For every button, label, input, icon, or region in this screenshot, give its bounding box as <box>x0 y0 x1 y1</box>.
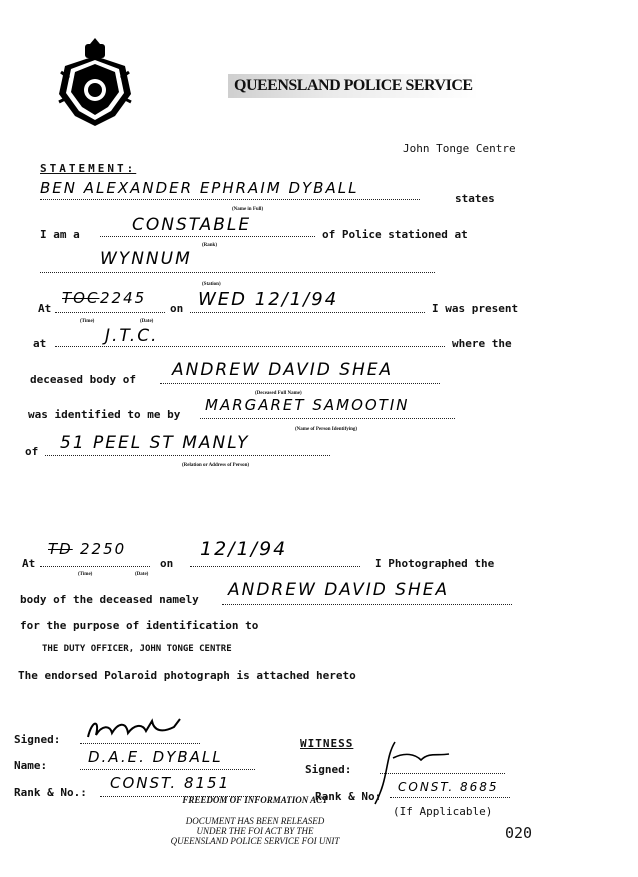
hw-rank: CONSTABLE <box>132 215 252 235</box>
caption-date2: (Date) <box>135 572 149 577</box>
hw-time2-struck: TD <box>48 540 73 558</box>
at2-label: at <box>33 337 47 350</box>
hw-date1: WED 12/1/94 <box>198 289 339 310</box>
body-of-deceased-label: body of the deceased namely <box>20 593 199 606</box>
caption-name-in-full: (Name in Full) <box>232 207 264 212</box>
hw-time2: 2250 <box>80 540 127 558</box>
endorsed-label: The endorsed Polaroid photograph is attached hereto <box>18 669 356 682</box>
foi-stamp-title: FREEDOM OF INFORMATION ACT <box>182 795 328 805</box>
caption-date: (Date) <box>140 319 154 324</box>
hw-rank-no: CONST. 8151 <box>110 774 231 792</box>
states-label: states <box>455 192 495 205</box>
identified-by-label: was identified to me by <box>28 408 181 421</box>
foi-stamp-line4: QUEENSLAND POLICE SERVICE FOI UNIT <box>170 836 340 846</box>
of-police-label: of Police stationed at <box>322 228 468 241</box>
purpose-label: for the purpose of identification to <box>20 619 259 632</box>
hw-witness-rank-no: CONST. 8685 <box>398 780 499 794</box>
hw-full-name: BEN ALEXANDER EPHRAIM DYBALL <box>40 179 359 197</box>
statement-heading: STATEMENT: <box>40 162 137 175</box>
photographed-label: I Photographed the <box>375 557 495 570</box>
caption-relation: (Relation or Address of Person) <box>182 463 250 468</box>
signature-image <box>82 715 187 743</box>
hw-deceased2: ANDREW DAVID SHEA <box>228 580 450 600</box>
hw-identifier: MARGARET SAMOOTIN <box>205 396 410 414</box>
rank-no-label: Rank & No.: <box>14 786 87 799</box>
caption-person-identifying: (Name of Person Identifying) <box>295 427 358 432</box>
on-label: on <box>170 302 184 315</box>
i-was-present-label: I was present <box>432 302 519 315</box>
witness-rank-label: Rank & No: <box>315 790 382 803</box>
hw-address: 51 PEEL ST MANLY <box>60 433 250 453</box>
caption-time2: (Time) <box>78 572 93 577</box>
foi-stamp-line2: DOCUMENT HAS BEEN RELEASED <box>185 816 325 826</box>
witness-heading: WITNESS <box>300 737 354 750</box>
caption-rank: (Rank) <box>202 243 218 248</box>
at-label: At <box>38 302 52 315</box>
duty-officer-label: THE DUTY OFFICER, JOHN TONGE CENTRE <box>42 644 232 654</box>
police-crest-logo <box>55 36 135 128</box>
deceased-body-label: deceased body of <box>30 373 136 386</box>
signed-label: Signed: <box>14 733 61 746</box>
hw-date2: 12/1/94 <box>200 538 288 560</box>
org-banner: QUEENSLAND POLICE SERVICE <box>228 74 479 98</box>
page-number: 020 <box>505 824 533 842</box>
if-applicable-label: (If Applicable) <box>393 805 493 818</box>
hw-station: WYNNUM <box>100 249 192 269</box>
hw-time1: 2245 <box>100 289 147 307</box>
on2-label: on <box>160 557 174 570</box>
foi-stamp-line3: UNDER THE FOI ACT BY THE <box>196 826 314 836</box>
hw-time1-struck: TOC <box>62 289 100 307</box>
caption-time: (Time) <box>80 319 95 324</box>
witness-signed-label: Signed: <box>305 763 352 776</box>
caption-deceased: (Deceased Full Name) <box>255 391 302 396</box>
centre-name: John Tonge Centre <box>403 142 516 155</box>
at3-label: At <box>22 557 36 570</box>
hw-name-print: D.A.E. DYBALL <box>88 748 223 766</box>
hw-place: J.T.C. <box>105 326 159 346</box>
of-label: of <box>25 445 39 458</box>
hw-deceased: ANDREW DAVID SHEA <box>172 360 394 380</box>
name-label: Name: <box>14 759 48 772</box>
where-the-label: where the <box>452 337 512 350</box>
i-am-a-label: I am a <box>40 228 80 241</box>
caption-station: (Station) <box>202 282 221 287</box>
